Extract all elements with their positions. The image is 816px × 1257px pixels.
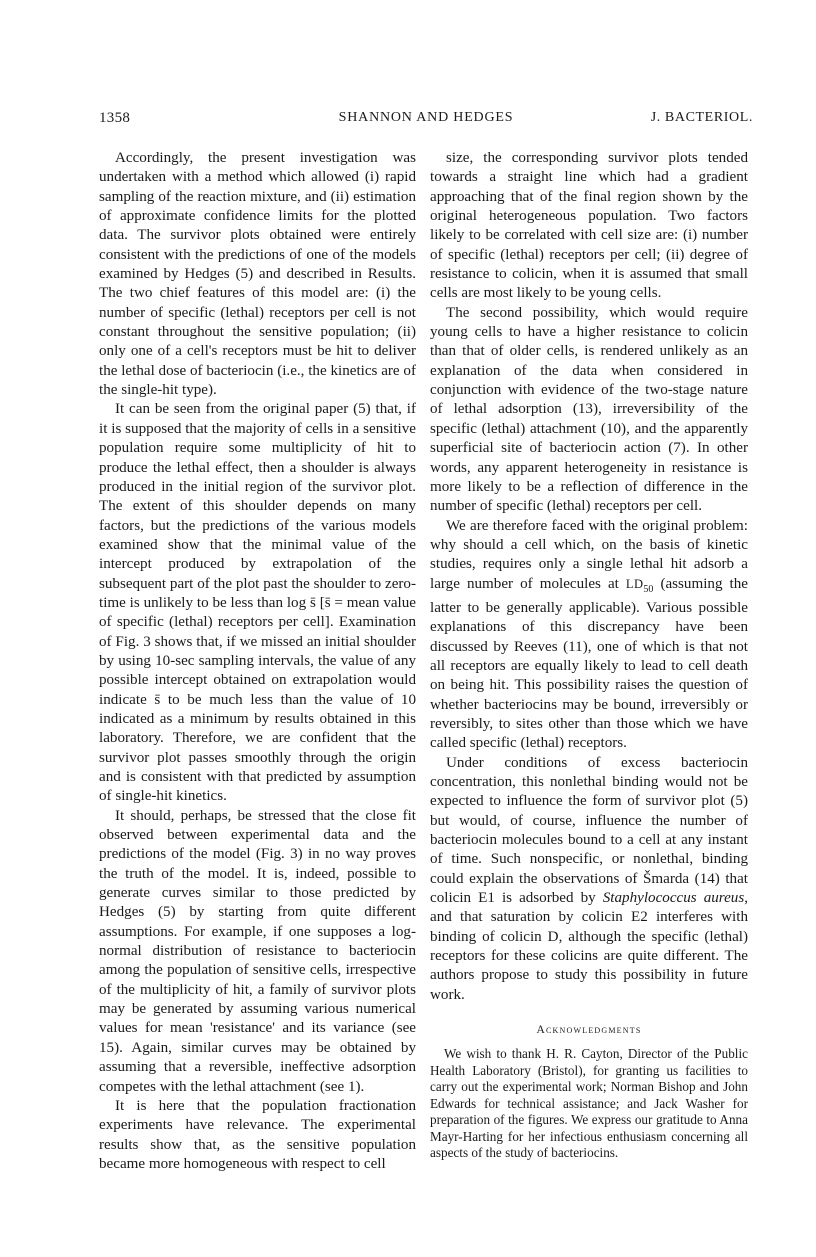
page-header bbox=[99, 110, 753, 134]
left-paragraph-3: It should, perhaps, be stressed that the close fit observed between experimental data and the predictions of the model (Fig. 3) in no way proves the truth of the model. It is, indeed, possible to generate curves similar to those predicted by Hedges (5) by starting from quite different assumptions. For example, if one supposes a log-normal distribution of resistance to bacteriocin among the population of sensitive cells, irrespective of the multiplicity of hit, a family of survivor plots may be generated by assuming various numerical values for mean 'resistance' and its variance (see 15). Again, similar curves may be obtained by assuming that a reversible, ineffective adsorption competes with the lethal attachment (see 1). bbox=[99, 807, 416, 1095]
right-paragraph-2: The second possibility, which would require young cells to have a higher resistance to colicin than that of older cells, is rendered unlikely as an explanation of the data when considered in conjunction with evidence of the two-stage nature of lethal adsorption (13), irreversibility of the specific (lethal) attachment (10), and the apparently superficial site of bacteriocin action (7). In other words, any apparent heterogeneity in resistance is more likely to be a reflection of difference in the number of specific (lethal) receptors per cell. bbox=[430, 304, 748, 515]
right-paragraph-3 bbox=[430, 517, 748, 754]
paragraph-text: (assuming the latter to be generally applicable). Various possible explanations of this discrepancy have been discussed by Reeves (11), one of which is that not all receptors are equally likely to lead to cell death on being hit. This possibility raises the question of whether bacteriocins may be bound, irreversibly or reversibly, to sites other than those which we have called specific (lethal) receptors. bbox=[430, 575, 748, 752]
journal-name: J. BACTERIOL. bbox=[650, 110, 753, 125]
paragraph-text: , and that saturation by colicin E2 interferes with binding of colicin D, although the specific (lethal) receptors for these colicins are quite different. The authors propose to study this possibility in future work. bbox=[430, 890, 748, 1003]
page-number: 1358 bbox=[99, 110, 131, 126]
paragraph-text: Under conditions of excess bacteriocin concentration, this nonlethal binding would not be expected to influence the form of survivor plot (5) but would, of course, influence the number of bacteriocin molecules bound to a cell at any instant of time. Such nonspecific, or nonlethal, binding could explain the observations of Šmarda (14) that colicin E1 is adsorbed by bbox=[430, 754, 748, 907]
left-paragraph-4: It is here that the population fractionation experiments have relevance. The experimental results show that, as the sensitive population became more homogeneous with respect to cell bbox=[99, 1097, 416, 1172]
acknowledgments-section bbox=[430, 1046, 748, 1161]
left-paragraph-2: It can be seen from the original paper (5) that, if it is supposed that the majority of cells in a sensitive population require some multiplicity of hit to produce the lethal effect, then a shoulder is always produced in the initial region of the survivor plot. The extent of this shoulder depends on many factors, but the predictions of the various models examined show that the minimal value of the intercept produced by extrapolation of the subsequent part of the plot past the shoulder to zero-time is unlikely to be less than log s̄ [s̄ = mean value of specific (lethal) receptors per cell]. Examination of Fig. 3 shows that, if we missed an initial shoulder by using 10-sec sampling intervals, the value of any possible intercept obtained on extrapolation would indicate s̄ to be much less than the value of 10 indicated as a minimum by results obtained in this laboratory. Therefore, we are confident that the survivor plot passes smoothly through the origin and is consistent with that predicted by assumption of single-hit kinetics. bbox=[99, 401, 416, 805]
left-paragraph-1: Accordingly, the present investigation was undertaken with a method which allowed (i) rapid sampling of the reaction mixture, and (ii) estimation of approximate confidence limits for the plotted data. The survivor plots obtained were entirely consistent with the predictions of one of the models examined by Hedges (5) and described in Results. The two chief features of this model are: (i) the number of specific (lethal) receptors per cell is not constant throughout the sensitive population; (ii) only one of a cell's receptors must be hit to deliver the lethal dose of bacteriocin (i.e., the kinetics are of the single-hit type). bbox=[99, 150, 416, 399]
running-title: SHANNON AND HEDGES bbox=[338, 110, 514, 125]
paragraph-text: We are therefore faced with the original problem: why should a cell which, on the basis of kinetic studies, requires only a single lethal hit adsorb a large number of molecules at bbox=[430, 517, 748, 592]
species-name: Staphylococcus aureus bbox=[602, 890, 745, 907]
right-column bbox=[430, 149, 748, 1161]
ld-subscript: 50 bbox=[643, 583, 654, 595]
left-column bbox=[99, 149, 416, 1174]
right-paragraph-4 bbox=[430, 754, 748, 1005]
ld-abbreviation: LD bbox=[625, 576, 644, 591]
right-paragraph-1: size, the corresponding survivor plots tended towards a straight line which had a gradient approaching that of the final region shown by the original heterogeneous population. Two factors likely to be correlated with cell size are: (i) number of specific (lethal) receptors per cell; (ii) degree of resistance to colicin, when it is assumed that small cells are most likely to be young cells. bbox=[430, 150, 748, 302]
acknowledgments-heading: Acknowledgments bbox=[536, 1024, 642, 1037]
acknowledgments-text: We wish to thank H. R. Cayton, Director of the Public Health Laboratory (Bristol), for granting us facilities to carry out the experimental work; Norman Bishop and John Edwards for technical assistance; and Jack Washer for preparation of the figures. We express our gratitude to Anna Mayr-Harting for her infectious enthusiasm concerning all aspects of the study of bacteriocins. bbox=[430, 1046, 748, 1160]
